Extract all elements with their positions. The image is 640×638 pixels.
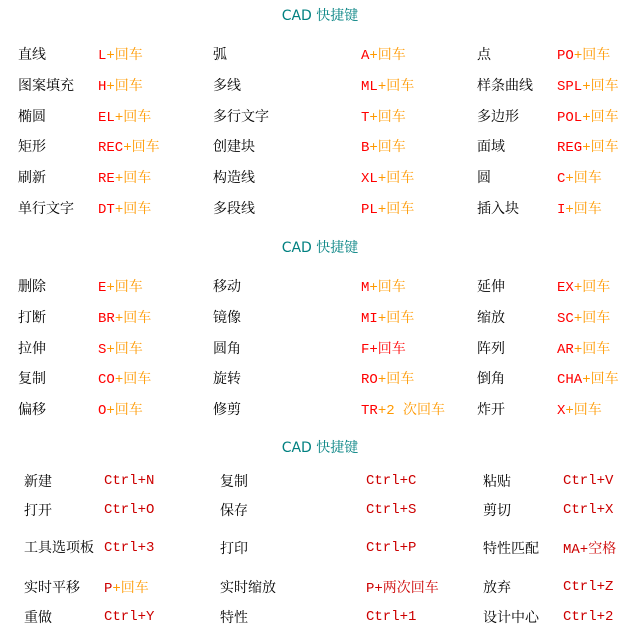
command-alias: P+两次回车 (366, 581, 439, 597)
command-name: 单行文字 (18, 200, 74, 217)
command-alias: F+回车 (361, 341, 406, 358)
command-alias: H (98, 78, 107, 95)
command-alias: Ctrl+Y (104, 609, 155, 625)
command-alias: Ctrl+O (104, 501, 155, 518)
command-alias: CO (98, 372, 115, 388)
key-suffix: +回车 (573, 279, 611, 296)
command-alias: RO (361, 372, 378, 388)
key-suffix: +回车 (582, 109, 619, 126)
command-name: 放弃 (483, 580, 511, 596)
command-name: 工具选项板 (24, 540, 94, 556)
command-alias: PO (557, 47, 574, 64)
key-suffix: +回车 (565, 201, 602, 218)
command-alias: RE (98, 170, 115, 187)
command-alias: MI (361, 310, 378, 327)
shortcut-key (361, 301, 477, 332)
shortcut-key (361, 100, 477, 131)
key-suffix: +回车 (573, 310, 611, 327)
key-suffix: +回车 (123, 140, 160, 156)
key-suffix: +2 次回车 (377, 402, 446, 419)
command-name: 保存 (220, 502, 248, 519)
shortcut-key (557, 270, 640, 301)
command-alias: Ctrl+Z (563, 579, 614, 595)
shortcut-row (24, 602, 640, 632)
key-suffix: +回车 (114, 372, 152, 388)
shortcut-key (98, 192, 213, 223)
command-name: 复制 (18, 371, 46, 387)
command-name: 打开 (24, 502, 52, 519)
command-name: 打印 (220, 541, 248, 557)
section-title: CAD 快捷键 (281, 440, 359, 456)
shortcut-row (18, 270, 640, 301)
shortcut-row (24, 495, 640, 524)
key-suffix: +回车 (114, 310, 152, 327)
command-name: 多线 (213, 77, 241, 94)
shortcut-key (98, 131, 213, 161)
shortcut-key (557, 393, 640, 424)
shortcut-key (104, 572, 220, 602)
shortcut-key (361, 332, 477, 363)
command-alias: BR (98, 310, 115, 327)
key-suffix: +回车 (106, 78, 143, 95)
shortcut-key (366, 466, 483, 495)
command-alias: DT (98, 201, 115, 218)
command-name: 移动 (213, 278, 241, 295)
command-name: 弧 (213, 46, 227, 63)
command-name: 炸开 (477, 401, 505, 418)
command-name: 打断 (18, 309, 46, 326)
command-name: 拉伸 (18, 340, 46, 357)
command-alias: E (98, 279, 107, 296)
shortcut-key (557, 332, 640, 363)
command-alias: REG (557, 140, 583, 156)
key-suffix: +回车 (377, 170, 415, 187)
shortcut-key (98, 69, 213, 100)
command-alias: O (98, 402, 107, 419)
shortcut-row (18, 301, 640, 332)
key-suffix: +回车 (106, 402, 143, 419)
shortcut-row (18, 363, 640, 393)
command-name: 创建块 (213, 139, 255, 155)
command-name: 镜像 (213, 309, 241, 326)
shortcut-key (361, 131, 477, 161)
key-suffix: +回车 (582, 140, 619, 156)
command-name: 阵列 (477, 340, 505, 357)
key-suffix: +回车 (369, 47, 406, 64)
command-alias: L (98, 47, 107, 64)
command-name: 删除 (18, 278, 46, 295)
command-alias: ML (361, 78, 378, 95)
shortcut-table (24, 466, 640, 632)
command-alias: CHA (557, 372, 583, 388)
command-alias: XL (361, 170, 378, 187)
shortcut-key (557, 38, 640, 69)
command-alias: Ctrl+V (563, 472, 614, 489)
shortcut-key (366, 602, 483, 632)
command-name: 修剪 (213, 401, 241, 418)
shortcut-key (98, 161, 213, 192)
shortcut-row (18, 332, 640, 363)
command-alias: Ctrl+X (563, 501, 614, 518)
key-suffix: +回车 (565, 402, 602, 419)
command-name: 多段线 (213, 200, 255, 217)
command-alias: Ctrl+S (366, 501, 417, 518)
key-suffix: +回车 (377, 201, 415, 218)
shortcut-key (98, 100, 213, 131)
command-alias: REC (98, 140, 124, 156)
command-alias: B (361, 140, 370, 156)
shortcut-table (18, 38, 640, 223)
command-name: 旋转 (213, 371, 241, 387)
command-name: 特性匹配 (483, 541, 539, 557)
command-name: 圆 (477, 169, 491, 186)
command-name: 插入块 (477, 200, 519, 217)
shortcut-row (18, 69, 640, 100)
command-name: 面域 (477, 139, 505, 155)
command-alias: I (557, 201, 566, 218)
key-suffix: +回车 (106, 47, 143, 64)
command-name: 实时缩放 (220, 580, 276, 596)
command-alias: SPL (557, 78, 583, 95)
shortcut-key (361, 393, 477, 424)
shortcut-key (98, 363, 213, 393)
shortcut-key (361, 69, 477, 100)
key-suffix: +回车 (377, 372, 415, 388)
key-suffix: +回车 (377, 78, 415, 95)
command-alias: POL (557, 109, 583, 126)
shortcut-key (557, 100, 640, 131)
command-alias: PL (361, 201, 378, 218)
key-suffix: +回车 (582, 78, 619, 95)
shortcut-key (104, 524, 220, 572)
command-name: 椭圆 (18, 108, 46, 125)
section-title: CAD 快捷键 (281, 240, 359, 256)
key-suffix: +回车 (369, 140, 406, 156)
key-suffix: +回车 (565, 170, 602, 187)
command-name: 粘贴 (483, 473, 511, 490)
command-alias: EX (557, 279, 574, 296)
shortcut-key (361, 363, 477, 393)
key-suffix: +回车 (106, 279, 143, 296)
shortcut-row (24, 524, 640, 572)
shortcut-key (366, 495, 483, 524)
command-alias: C (557, 170, 566, 187)
command-alias: EL (98, 109, 115, 126)
shortcut-key (98, 38, 213, 69)
key-suffix: +回车 (573, 341, 611, 358)
shortcut-key (361, 192, 477, 223)
command-alias: S (98, 341, 107, 358)
command-name: 剪切 (483, 502, 511, 519)
shortcut-key (104, 602, 220, 632)
shortcut-row (18, 393, 640, 424)
command-name: 矩形 (18, 139, 46, 155)
shortcut-key (563, 495, 640, 524)
command-name: 圆角 (213, 340, 241, 357)
command-name: 设计中心 (483, 610, 539, 626)
command-name: 特性 (220, 610, 248, 626)
shortcut-key (361, 270, 477, 301)
key-suffix: +回车 (114, 201, 152, 218)
key-suffix: +回车 (377, 310, 415, 327)
command-name: 样条曲线 (477, 77, 533, 94)
shortcut-key (557, 161, 640, 192)
command-alias: P (104, 581, 113, 597)
shortcut-key (563, 602, 640, 632)
shortcut-key (98, 332, 213, 363)
command-name: 多边形 (477, 108, 519, 125)
command-name: 延伸 (477, 278, 505, 295)
key-suffix: +回车 (369, 109, 406, 126)
command-alias: TR (361, 402, 378, 419)
command-name: 点 (477, 46, 491, 63)
command-name: 多行文字 (213, 108, 269, 125)
key-suffix: +回车 (106, 341, 143, 358)
shortcut-key (563, 572, 640, 602)
key-suffix: +回车 (582, 372, 619, 388)
command-alias: AR (557, 341, 574, 358)
shortcut-key (104, 495, 220, 524)
command-name: 复制 (220, 473, 248, 490)
shortcut-key (366, 524, 483, 572)
command-alias: Ctrl+3 (104, 540, 155, 556)
command-name: 新建 (24, 473, 52, 490)
shortcut-key (563, 466, 640, 495)
section-title: CAD 快捷键 (281, 8, 359, 24)
command-name: 直线 (18, 46, 46, 63)
key-suffix: +回车 (112, 581, 149, 597)
command-name: 重做 (24, 610, 52, 626)
command-alias: M (361, 279, 370, 296)
shortcut-key (98, 301, 213, 332)
command-alias: X (557, 402, 566, 419)
shortcut-key (361, 38, 477, 69)
command-name: 偏移 (18, 401, 46, 418)
shortcut-key (557, 69, 640, 100)
key-suffix: +回车 (114, 170, 152, 187)
shortcut-row (24, 466, 640, 495)
shortcut-row (18, 38, 640, 69)
command-alias: Ctrl+P (366, 540, 417, 556)
shortcut-row (18, 192, 640, 223)
key-suffix: +回车 (114, 109, 152, 126)
command-name: 缩放 (477, 309, 505, 326)
shortcut-row (24, 572, 640, 602)
shortcut-key (557, 301, 640, 332)
command-alias: SC (557, 310, 574, 327)
command-name: 倒角 (477, 371, 505, 387)
shortcut-row (18, 131, 640, 161)
command-alias: Ctrl+N (104, 472, 155, 489)
command-name: 构造线 (213, 169, 255, 186)
command-name: 刷新 (18, 169, 46, 186)
shortcut-key (366, 572, 483, 602)
command-alias: Ctrl+2 (563, 609, 614, 625)
shortcut-key (557, 363, 640, 393)
key-suffix: +回车 (573, 47, 611, 64)
shortcut-key (557, 131, 640, 161)
shortcut-row (18, 161, 640, 192)
shortcut-key (98, 270, 213, 301)
shortcut-key (98, 393, 213, 424)
shortcut-key (557, 192, 640, 223)
key-suffix: +回车 (369, 279, 406, 296)
shortcut-row (18, 100, 640, 131)
command-alias: Ctrl+C (366, 472, 417, 489)
command-alias: Ctrl+1 (366, 609, 417, 625)
shortcut-key (104, 466, 220, 495)
command-name: 图案填充 (18, 77, 74, 94)
command-name: 实时平移 (24, 580, 80, 596)
command-alias: MA+空格 (563, 542, 617, 558)
shortcut-table (18, 270, 640, 424)
shortcut-key (361, 161, 477, 192)
command-alias: A (361, 47, 370, 64)
command-alias: T (361, 109, 370, 126)
shortcut-key (563, 524, 640, 572)
